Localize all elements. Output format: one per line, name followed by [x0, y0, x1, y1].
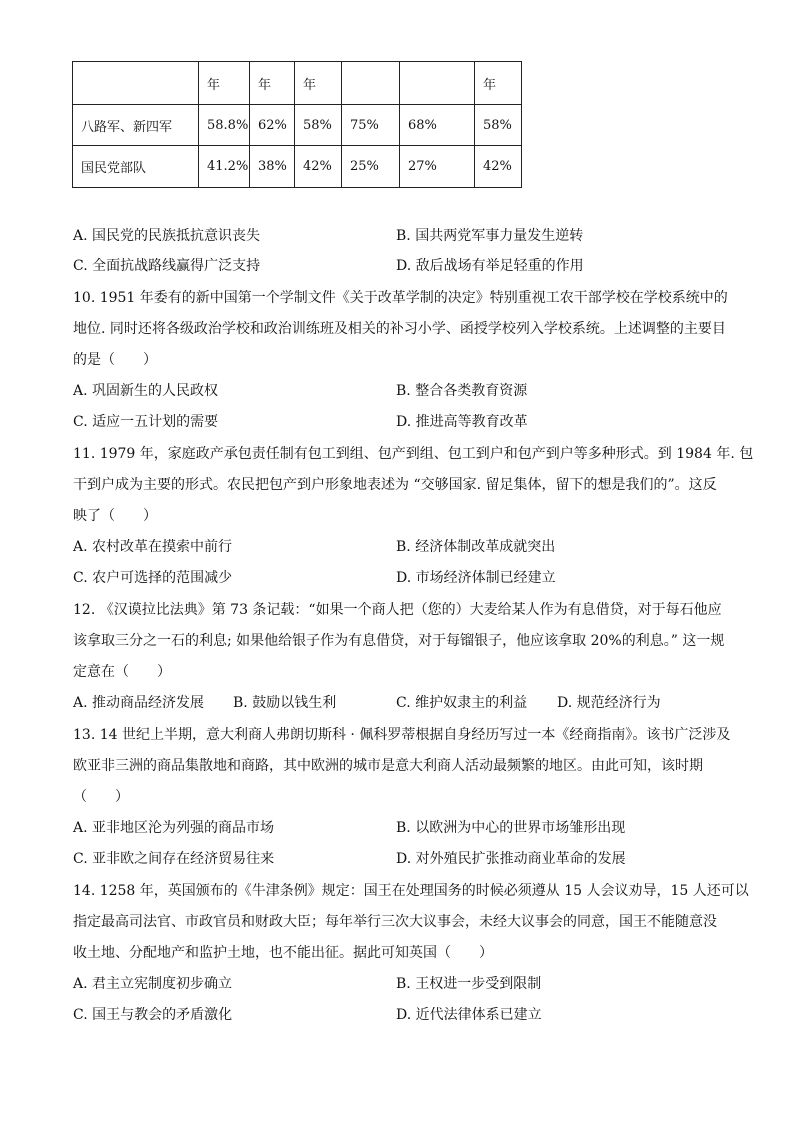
- q13-option-d: D. 对外殖民扩张推动商业革命的发展: [396, 851, 626, 867]
- q13-option-b: B. 以欧洲为中心的世界市场雏形出现: [396, 820, 626, 836]
- table-cell: 38%: [250, 146, 295, 188]
- q9-option-a: A. 国民党的民族抵抗意识丧失: [73, 228, 261, 244]
- q13-stem-line: （ ）: [73, 789, 129, 805]
- q13-stem-line: 欧亚非三洲的商品集散地和商路，其中欧洲的城市是意大利商人活动最频繁的地区。由此可知，该时期: [73, 758, 703, 774]
- q11-stem-line: 11. 1979 年，家庭政产承包责任制有包工到组、包产到组、包工到户和包产到户等多种形式。到 1984 年. 包: [73, 446, 754, 462]
- q11-stem-line: 干到户成为主要的形式。农民把包产到户形象地表述为 “交够国家. 留足集体，留下的想是我们的”。这反: [73, 477, 717, 493]
- q13-stem-line: 13. 14 世纪上半期，意大利商人弗朗切斯科 · 佩科罗蒂根据自身经历写过一本《经商指南》。该书广泛涉及: [73, 727, 731, 743]
- q10-stem-line: 10. 1951 年委有的新中国第一个学制文件《关于改革学制的决定》特别重视工农干部学校在学校系统中的: [73, 290, 728, 306]
- table-header-cell: 年: [199, 62, 250, 105]
- table-cell: 27%: [400, 146, 475, 188]
- table-cell: 25%: [342, 146, 400, 188]
- table-cell: 42%: [475, 146, 522, 188]
- q10-stem-line: 地位. 同时还将各级政治学校和政治训练班及相关的补习小学、函授学校列入学校系统。上述调整的主要目: [73, 321, 726, 337]
- table-cell: 58%: [295, 105, 342, 146]
- table-header-cell: [73, 62, 199, 105]
- q9-option-d: D. 敌后战场有举足轻重的作用: [396, 258, 584, 274]
- table-header-cell: 年: [295, 62, 342, 105]
- q12-option-a: A. 推动商品经济发展: [73, 695, 205, 711]
- q11-option-b: B. 经济体制改革成就突出: [396, 539, 556, 555]
- q9-option-b: B. 国共两党军事力量发生逆转: [396, 228, 584, 244]
- table-cell: 58%: [475, 105, 522, 146]
- table-row: [73, 105, 522, 146]
- table-header-cell: [400, 62, 475, 105]
- q10-option-c: C. 适应一五计划的需要: [73, 414, 219, 430]
- table-header-cell: 年: [250, 62, 295, 105]
- q14-stem-line: 指定最高司法官、市政官员和财政大臣；每年举行三次大议事会，未经大议事会的同意，国王不能随意没: [73, 914, 717, 930]
- q12-option-c: C. 维护奴隶主的利益: [396, 695, 528, 711]
- q12-option-d: D. 规范经济行为: [557, 695, 661, 711]
- q13-option-a: A. 亚非地区沦为列强的商品市场: [73, 820, 275, 836]
- table-cell: 62%: [250, 105, 295, 146]
- q9-option-c: C. 全面抗战路线赢得广泛支持: [73, 258, 261, 274]
- q14-option-a: A. 君主立宪制度初步确立: [73, 976, 233, 992]
- q14-stem-line: 14. 1258 年，英国颁布的《牛津条例》规定：国王在处理国务的时候必须遵从 15 人会议劝导，15 人还可以: [73, 883, 749, 899]
- q11-stem-line: 映了（ ）: [73, 508, 157, 524]
- q12-stem-line: 12. 《汉谟拉比法典》第 73 条记载：“如果一个商人把（您的）大麦给某人作为有息借贷，对于每石他应: [73, 602, 722, 618]
- table-header-row: [73, 62, 522, 105]
- table-header-cell: 年: [475, 62, 522, 105]
- table-cell: 58.8%: [199, 105, 250, 146]
- table-cell: 75%: [342, 105, 400, 146]
- q12-option-b: B. 鼓励以钱生利: [233, 695, 337, 711]
- table-row: [73, 146, 522, 188]
- table-row-label: 国民党部队: [73, 146, 199, 188]
- q10-stem-line: 的是（ ）: [73, 352, 157, 368]
- q13-option-c: C. 亚非欧之间存在经济贸易往来: [73, 851, 275, 867]
- q14-option-d: D. 近代法律体系已建立: [396, 1007, 542, 1023]
- table-row-label: 八路军、新四军: [73, 105, 199, 146]
- q14-option-c: C. 国王与教会的矛盾激化: [73, 1007, 233, 1023]
- q10-option-a: A. 巩固新生的人民政权: [73, 383, 219, 399]
- table-cell: 42%: [295, 146, 342, 188]
- q10-option-d: D. 推进高等教育改革: [396, 414, 528, 430]
- table-cell: 68%: [400, 105, 475, 146]
- table-cell: 41.2%: [199, 146, 250, 188]
- table-header-cell: [342, 62, 400, 105]
- q12-stem-line: 定意在（ ）: [73, 664, 171, 680]
- q10-option-b: B. 整合各类教育资源: [396, 383, 528, 399]
- q11-option-c: C. 农户可选择的范围减少: [73, 570, 233, 586]
- q14-option-b: B. 王权进一步受到限制: [396, 976, 542, 992]
- q11-option-d: D. 市场经济体制已经建立: [396, 570, 556, 586]
- q12-stem-line: 该拿取三分之一石的利息; 如果他给银子作为有息借贷，对于每镏银子，他应该拿取 20%的利息。” 这一规: [73, 633, 725, 649]
- q11-option-a: A. 农村改革在摸索中前行: [73, 539, 233, 555]
- troop-ratio-table: [72, 61, 522, 188]
- q14-stem-line: 收土地、分配地产和监护土地，也不能出征。据此可知英国（ ）: [73, 945, 493, 961]
